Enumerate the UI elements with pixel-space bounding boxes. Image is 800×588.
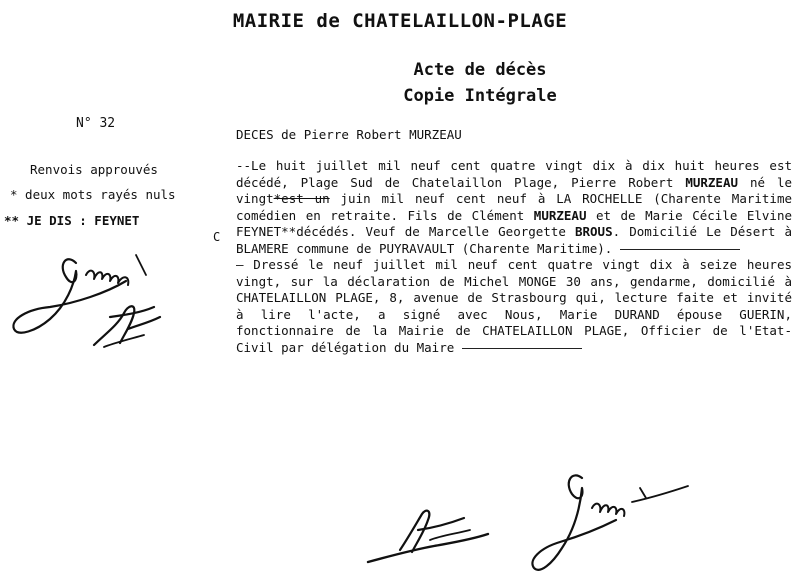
margin-signature-monge — [84, 295, 174, 359]
act-paragraph-1: --Le huit juillet mil neuf cent quatre vingt dix à dix huit heures est décédé, Plage Sud de Chatelaillon Plage, Pierre Robert MURZEAU né le vingt*est un juin mil neuf cent neuf à LA ROCHELLE (Charente Maritime comédien en retraite. Fils de Clément MURZEAU et de Marie Cécile Elvine FEYNET**décédés. Veuf de Marcelle Georgette BROUS. Domicilié Le Désert à BLAMERE commune de PUYRAVAULT (Charente Maritime). — [236, 158, 793, 256]
declarant-signature — [360, 500, 510, 574]
act-paragraph-2: — Dressé le neuf juillet mil neuf cent quatre vingt dix à seize heures vingt, sur la déclaration de Michel MONGE 30 ans, gendarme, domicilié à CHATELAILLON PLAGE, 8, avenue de Strasbourg qui, lecture faite et invité à lire l'acte, a signé avec Nous, Marie DURAND épouse GUERIN, fonctionnaire de la Mairie de CHATELAILLON PLAGE, Officier de l'Etat-Civil par délégation du Maire — [236, 257, 792, 355]
struck-words: *est un — [273, 191, 330, 206]
act-number: N° 32 — [76, 116, 116, 131]
document-title: Acte de décès — [413, 60, 547, 80]
mairie-header: MAIRIE de CHATELAILLON-PLAGE — [232, 10, 568, 32]
fill-line — [462, 348, 582, 349]
officer-signature — [520, 468, 720, 588]
margin-note-mots-rayes: * deux mots rayés nuls — [10, 187, 176, 202]
act-body — [236, 158, 792, 356]
fill-line — [620, 249, 740, 250]
margin-note-renvois: Renvois approuvés — [30, 162, 158, 177]
margin-note-je-dis: ** JE DIS : FEYNET — [4, 213, 140, 228]
deces-heading: DECES de Pierre Robert MURZEAU — [236, 127, 462, 142]
margin-marker: C — [213, 230, 221, 244]
document-subtitle: Copie Intégrale — [403, 86, 557, 106]
